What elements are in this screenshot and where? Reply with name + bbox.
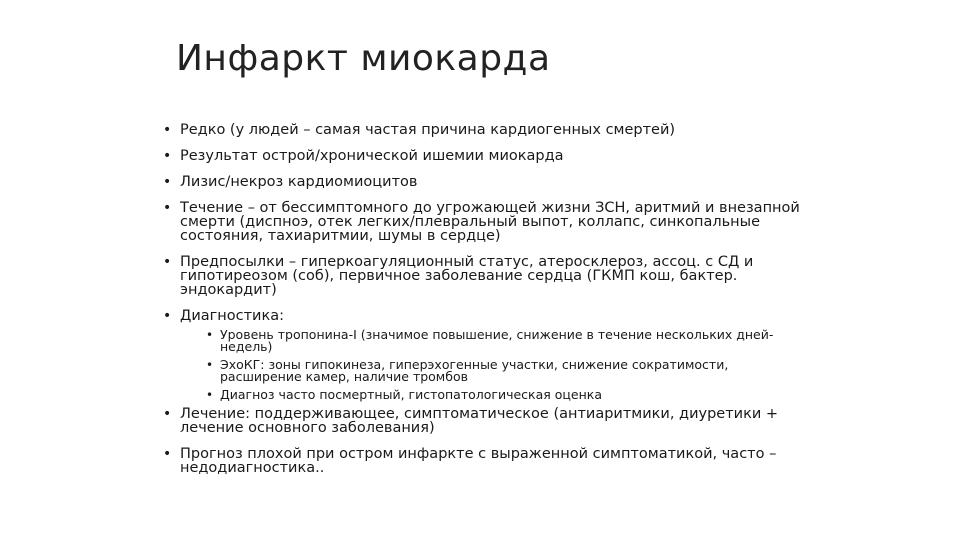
list-item-text: Течение – от бессимптомного до угрожающей жизни ЗСН, аритмий и внезапной смерти (диспноэ, отек легких/плевральный выпот, коллапс, синкопальные состояния, тахиаритмии, шумы в сердце) (180, 200, 800, 244)
bullet-icon: • (163, 148, 172, 164)
list-item-text: Предпосылки – гиперкоагуляционный статус, атеросклероз, ассоц. с СД и гипотиреозом (соб), первичное заболевание сердца (ГКМП кош, бактер. эндокардит) (180, 254, 754, 298)
list-item (163, 255, 803, 297)
bullet-icon: • (206, 328, 214, 342)
list-item (163, 201, 803, 243)
bullet-icon: • (163, 122, 172, 138)
sub-list-item-text: Диагноз часто посмертный, гистопатологическая оценка (220, 387, 602, 402)
sub-list-item (206, 329, 803, 353)
bullet-icon: • (163, 406, 172, 422)
bullet-icon: • (206, 388, 214, 402)
sub-list-item-text: Уровень тропонина-I (значимое повышение, снижение в течение нескольких дней-недель) (220, 327, 774, 354)
bullet-icon: • (206, 358, 214, 372)
list-item-text: Результат острой/хронической ишемии миокарда (180, 148, 564, 164)
sub-list-item (206, 359, 803, 383)
sub-list-item (206, 389, 803, 401)
slide-title: Инфаркт миокарда (176, 38, 551, 79)
sub-list-item-text: ЭхоКГ: зоны гипокинеза, гиперэхогенные участки, снижение сократимости, расширение камер, наличие тромбов (220, 357, 729, 384)
bullet-icon: • (163, 200, 172, 216)
list-item-text: Лечение: поддерживающее, симптоматическое (антиаритмики, диуретики + лечение основного заболевания) (180, 406, 779, 436)
list-item (163, 149, 803, 163)
list-item-diagnostics (163, 309, 803, 401)
list-item (163, 447, 803, 475)
list-item (163, 175, 803, 189)
list-item-text: Лизис/некроз кардиомиоцитов (180, 174, 418, 190)
list-item-text: Прогноз плохой при остром инфаркте с выраженной симптоматикой, часто – недодиагностика.. (180, 446, 777, 476)
list-item-text: Диагностика: (180, 308, 284, 324)
bullet-icon: • (163, 174, 172, 190)
list-item (163, 407, 803, 435)
bullet-icon: • (163, 308, 172, 324)
bullet-icon: • (163, 446, 172, 462)
sub-bullet-list (180, 329, 803, 401)
bullet-list (163, 123, 803, 487)
list-item (163, 123, 803, 137)
bullet-icon: • (163, 254, 172, 270)
list-item-text: Редко (у людей – самая частая причина кардиогенных смертей) (180, 122, 676, 138)
